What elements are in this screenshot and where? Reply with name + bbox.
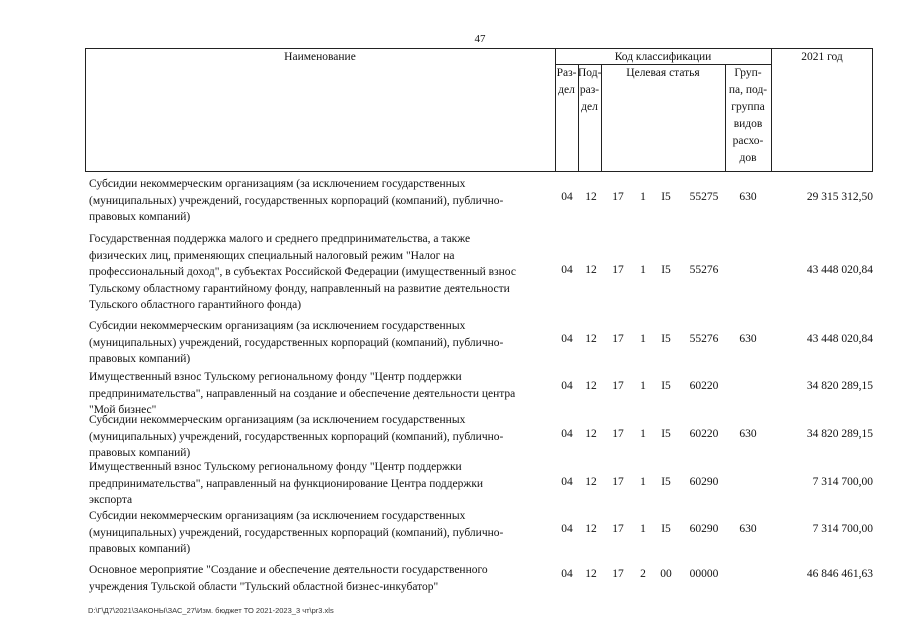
row-name	[89, 412, 549, 462]
cell-t1: 17	[612, 264, 624, 276]
cell-t4: 00000	[689, 568, 719, 580]
header-name: Наименование	[284, 51, 356, 63]
cell-t1: 17	[612, 476, 624, 488]
cell-podrazdel: 12	[585, 380, 597, 392]
row-name-line: предпринимательства", направленный на функционирование Центра поддержки	[89, 477, 484, 490]
cell-podrazdel: 12	[585, 333, 597, 345]
row-name	[89, 562, 549, 595]
header-podrazdel: Под- раз- дел	[578, 67, 602, 113]
cell-t2: 1	[640, 476, 646, 488]
cell-t4: 55276	[689, 333, 719, 345]
cell-t1: 17	[612, 568, 624, 580]
row-name-line: правовых компаний)	[89, 543, 191, 555]
row-name-line: правовых компаний)	[89, 211, 191, 223]
cell-t3: I5	[661, 380, 671, 392]
row-name	[89, 508, 549, 558]
cell-t2: 1	[640, 428, 646, 440]
file-path-footer: D:\Г\Д7\2021\ЗАКОНЫ\ЗАС_27\Изм. бюджет ТО 2021-2023_3 чт\pr3.xls	[88, 606, 334, 615]
cell-t3: I5	[661, 476, 671, 488]
cell-t4: 60220	[689, 428, 719, 440]
row-name-line: учреждения Тульской области "Тульский областной бизнес-инкубатор"	[89, 580, 439, 593]
row-name-line: (муниципальных) учреждений, государственных корпораций (компаний), публично-	[89, 526, 504, 539]
row-name-line: физических лиц, применяющих специальный налоговый режим "Налог на	[89, 249, 455, 262]
cell-podrazdel: 12	[585, 264, 597, 276]
row-name	[89, 459, 549, 509]
row-name-line: (муниципальных) учреждений, государственных корпораций (компаний), публично-	[89, 430, 504, 443]
header-code: Код классификации	[614, 51, 712, 63]
cell-t1: 17	[612, 428, 624, 440]
cell-t2: 1	[640, 191, 646, 203]
cell-razdel: 04	[561, 333, 573, 345]
cell-podrazdel: 12	[585, 568, 597, 580]
cell-amount: 7 314 700,00	[812, 476, 873, 488]
row-name-line: (муниципальных) учреждений, государственных корпораций (компаний), публично-	[89, 194, 504, 207]
cell-podrazdel: 12	[585, 191, 597, 203]
header-target: Целевая статья	[626, 67, 700, 79]
cell-t4: 60290	[689, 476, 719, 488]
cell-t2: 1	[640, 264, 646, 276]
row-name-line: экспорта	[89, 494, 133, 506]
cell-t3: I5	[661, 264, 671, 276]
cell-t4: 55275	[689, 191, 719, 203]
row-name-line: Государственная поддержка малого и среднего предпринимательства, а также	[89, 233, 471, 245]
row-name-line: Субсидии некоммерческим организациям (за исключением государственных	[89, 510, 466, 522]
row-name-line: Имущественный взнос Тульскому региональному фонду "Центр поддержки	[89, 461, 462, 473]
cell-amount: 34 820 289,15	[806, 380, 873, 392]
row-name-line: Основное мероприятие "Создание и обеспечение деятельности государственного	[89, 564, 488, 576]
cell-t2: 1	[640, 523, 646, 535]
page-number: 47	[474, 33, 486, 45]
cell-t1: 17	[612, 380, 624, 392]
cell-podrazdel: 12	[585, 523, 597, 535]
cell-amount: 46 846 461,63	[806, 568, 873, 580]
header-group: Груп- па, под- группа видов расхо- дов	[728, 67, 768, 164]
header-year: 2021 год	[801, 51, 843, 63]
row-name-line: Субсидии некоммерческим организациям (за исключением государственных	[89, 178, 466, 190]
cell-amount: 43 448 020,84	[806, 264, 873, 276]
cell-group: 630	[739, 191, 757, 203]
cell-podrazdel: 12	[585, 476, 597, 488]
cell-razdel: 04	[561, 476, 573, 488]
cell-t4: 60220	[689, 380, 719, 392]
cell-t3: 00	[660, 568, 672, 580]
cell-amount: 43 448 020,84	[806, 333, 873, 345]
cell-t2: 2	[640, 568, 646, 580]
row-name-line: профессиональный доход", в субъектах Российской Федерации (имущественный взнос	[89, 266, 516, 278]
row-name-line: Субсидии некоммерческим организациям (за исключением государственных	[89, 320, 466, 332]
row-name-line: правовых компаний)	[89, 447, 191, 459]
cell-t1: 17	[612, 523, 624, 535]
cell-t3: I5	[661, 333, 671, 345]
cell-razdel: 04	[561, 264, 573, 276]
row-name-line: (муниципальных) учреждений, государственных корпораций (компаний), публично-	[89, 336, 504, 349]
row-name	[89, 231, 549, 314]
cell-t3: I5	[661, 428, 671, 440]
row-name-line: правовых компаний)	[89, 353, 191, 365]
row-name-line: Имущественный взнос Тульскому региональному фонду "Центр поддержки	[89, 371, 462, 383]
cell-t4: 60290	[689, 523, 719, 535]
cell-amount: 29 315 312,50	[806, 191, 873, 203]
cell-razdel: 04	[561, 380, 573, 392]
cell-t1: 17	[612, 333, 624, 345]
row-name-line: Субсидии некоммерческим организациям (за исключением государственных	[89, 414, 466, 426]
cell-razdel: 04	[561, 191, 573, 203]
cell-amount: 34 820 289,15	[806, 428, 873, 440]
cell-group: 630	[739, 428, 757, 440]
row-name-line: Тульскому областному гарантийному фонду, направленный на развитие деятельности	[89, 282, 510, 295]
cell-razdel: 04	[561, 428, 573, 440]
cell-razdel: 04	[561, 523, 573, 535]
cell-t4: 55276	[689, 264, 719, 276]
row-name	[89, 318, 549, 368]
cell-amount: 7 314 700,00	[812, 523, 873, 535]
row-name-line: "Мой бизнес"	[89, 404, 157, 416]
cell-t2: 1	[640, 380, 646, 392]
cell-t3: I5	[661, 191, 671, 203]
cell-podrazdel: 12	[585, 428, 597, 440]
cell-t3: I5	[661, 523, 671, 535]
row-name-line: Тульского областного гарантийного фонда)	[89, 299, 302, 311]
row-name	[89, 176, 549, 226]
cell-t1: 17	[612, 191, 624, 203]
cell-group: 630	[739, 523, 757, 535]
cell-group: 630	[739, 333, 757, 345]
cell-razdel: 04	[561, 568, 573, 580]
row-name-line: предпринимательства", направленный на создание и обеспечение деятельности центра	[89, 387, 516, 400]
header-razdel: Раз- дел	[556, 67, 577, 96]
cell-t2: 1	[640, 333, 646, 345]
